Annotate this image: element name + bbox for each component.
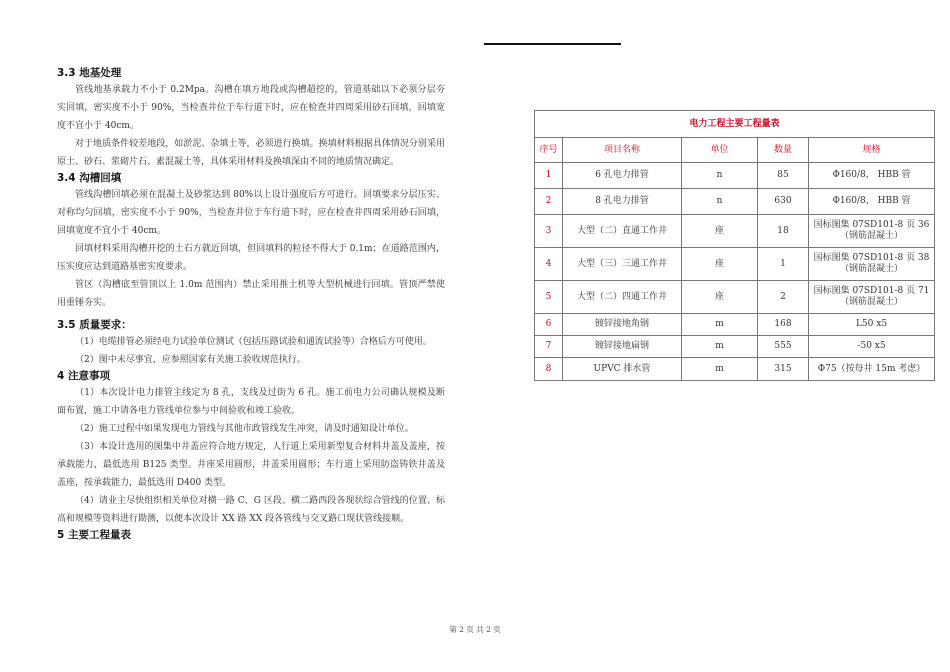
cell-no: 8	[535, 358, 563, 381]
cell-no: 3	[535, 215, 563, 248]
paragraph: （4）请业主尽快组织相关单位对横一路 C、G 区段、横二路西段各现状综合管线的位置、标高和规模等资料进行勘测，以便本次设计 XX 路 XX 段各管线与交叉路口现状管线接顺。	[57, 496, 445, 524]
paragraph: （1）本次设计电力排管主线定为 8 孔，支线及过街为 6 孔。施工前电力公司确认规模及断面布置，施工中请各电力管线单位参与中间验收和竣工验收。	[57, 388, 445, 416]
table-row	[535, 358, 935, 381]
header-name: 项目名称	[563, 138, 682, 163]
cell-no: 4	[535, 248, 563, 281]
cell-qty: 18	[758, 215, 809, 248]
table-row	[535, 314, 935, 336]
paragraph: 管线沟槽回填必须在混凝土及砂浆达到 80%以上设计强度后方可进行。回填要求分层压实、对称均匀回填，密实度不小于 90%，当检查井位于车行道下时，应在检查井四周采用砂石回填，回填宽度不宜小于 40cm。	[57, 190, 445, 236]
cell-name: 镀锌接地角钢	[563, 314, 682, 336]
cell-spec: Φ75（按每井 15m 考虑）	[809, 358, 935, 381]
cell-qty: 85	[758, 163, 809, 189]
table-row	[535, 336, 935, 358]
left-column	[57, 66, 445, 543]
paragraph: （2）施工过程中如果发现电力管线与其他市政管线发生冲突，请及时通知设计单位。	[75, 424, 414, 434]
table-row	[535, 215, 935, 248]
cell-qty: 2	[758, 281, 809, 314]
section-heading-4: 4 注意事项	[57, 370, 110, 382]
cell-name: 大型（二）直通工作井	[563, 215, 682, 248]
paragraph: （3）本设计选用的图集中井盖应符合地方规定，人行道上采用新型复合材料井盖及盖座，按承载能力，最低选用 B125 类型。井座采用圆形，井盖采用圆形；车行道上采用防盗铸铁井盖及盖座，按承载能力，最低选用 D400 类型。	[57, 442, 445, 488]
cell-qty: 315	[758, 358, 809, 381]
cell-spec	[809, 215, 935, 248]
cell-spec	[809, 248, 935, 281]
header-qty: 数量	[758, 138, 809, 163]
cell-spec: -50 x5	[809, 336, 935, 358]
cell-qty: 555	[758, 336, 809, 358]
cell-spec: Φ160/8， HBB 管	[809, 163, 935, 189]
cell-name: 8 孔电力排管	[563, 189, 682, 215]
cell-unit: 座	[682, 215, 758, 248]
cell-unit: m	[682, 358, 758, 381]
spec-note: （钢筋混凝土）	[839, 264, 903, 274]
cell-spec	[809, 281, 935, 314]
header-spec: 规格	[809, 138, 935, 163]
table-title: 电力工程主要工程量表	[535, 111, 935, 138]
spec-note: （钢筋混凝土）	[839, 231, 903, 241]
paragraph: 对于地质条件较差地段，如淤泥、杂填土等，必须进行换填。换填材料根据具体情况分别采用原土、砂石、浆砌片石、素混凝土等，具体采用材料及换填深由不同的地质情况确定。	[57, 139, 445, 167]
cell-unit: m	[682, 314, 758, 336]
cell-unit: 座	[682, 248, 758, 281]
cell-name: 大型（二）四通工作井	[563, 281, 682, 314]
section-heading-5: 5 主要工程量表	[57, 529, 131, 541]
paragraph: 管线地基承载力不小于 0.2Mpa。沟槽在填方地段或沟槽超挖的，管道基础以下必须分层夯实回填，密实度不小于 90%，当检查井位于车行道下时，应在检查井四周采用砂石回填，回填宽度不宜小于 40cm。	[57, 85, 445, 131]
cell-no: 2	[535, 189, 563, 215]
cell-name: 6 孔电力排管	[563, 163, 682, 189]
paragraph: 回填材料采用沟槽开挖的土石方就近回填，但回填料的粒径不得大于 0.1m；在道路范围内，压实度应达到道路基密实度要求。	[57, 244, 445, 272]
cell-name: UPVC 排水管	[563, 358, 682, 381]
table-header-row	[535, 138, 935, 163]
cell-qty: 630	[758, 189, 809, 215]
cell-spec: Φ160/8， HBB 管	[809, 189, 935, 215]
section-heading-3-3: 3.3 地基处理	[57, 67, 122, 79]
header-no: 序号	[535, 138, 563, 163]
table-row	[535, 281, 935, 314]
section-heading-3-4: 3.4 沟槽回填	[57, 172, 122, 184]
cell-unit: 座	[682, 281, 758, 314]
cell-no: 6	[535, 314, 563, 336]
header-rule	[484, 43, 621, 45]
spec-line: 国标图集 07SD101-8 页 71	[813, 286, 930, 296]
cell-name: 镀锌接地扁钢	[563, 336, 682, 358]
cell-qty: 1	[758, 248, 809, 281]
table-row	[535, 163, 935, 189]
cell-no: 5	[535, 281, 563, 314]
paragraph: （2）图中未尽事宜，应参照国家有关施工验收规范执行。	[75, 355, 306, 365]
cell-unit: n	[682, 189, 758, 215]
cell-unit: m	[682, 336, 758, 358]
page-footer: 第 2 页 共 2 页	[449, 625, 501, 634]
table-row	[535, 248, 935, 281]
cell-unit: n	[682, 163, 758, 189]
table-row	[535, 189, 935, 215]
cell-qty: 168	[758, 314, 809, 336]
paragraph: 管区（沟槽底至管顶以上 1.0m 范围内）禁止采用推土机等大型机械进行回填。管顶严禁使用重锤夯实。	[57, 280, 445, 308]
cell-no: 1	[535, 163, 563, 189]
quantity-table	[534, 110, 935, 381]
paragraph: （1）电缆排管必须经电力试验单位测试（包括压路试验和通流试验等）合格后方可使用。	[75, 337, 432, 347]
header-unit: 单位	[682, 138, 758, 163]
cell-name: 大型（三）三通工作井	[563, 248, 682, 281]
spec-note: （钢筋混凝土）	[839, 297, 903, 307]
cell-no: 7	[535, 336, 563, 358]
section-heading-3-5: 3.5 质量要求：	[57, 319, 132, 331]
cell-spec: L50 x5	[809, 314, 935, 336]
spec-line: 国标图集 07SD101-8 页 36	[813, 220, 930, 230]
spec-line: 国标图集 07SD101-8 页 38	[813, 253, 930, 263]
